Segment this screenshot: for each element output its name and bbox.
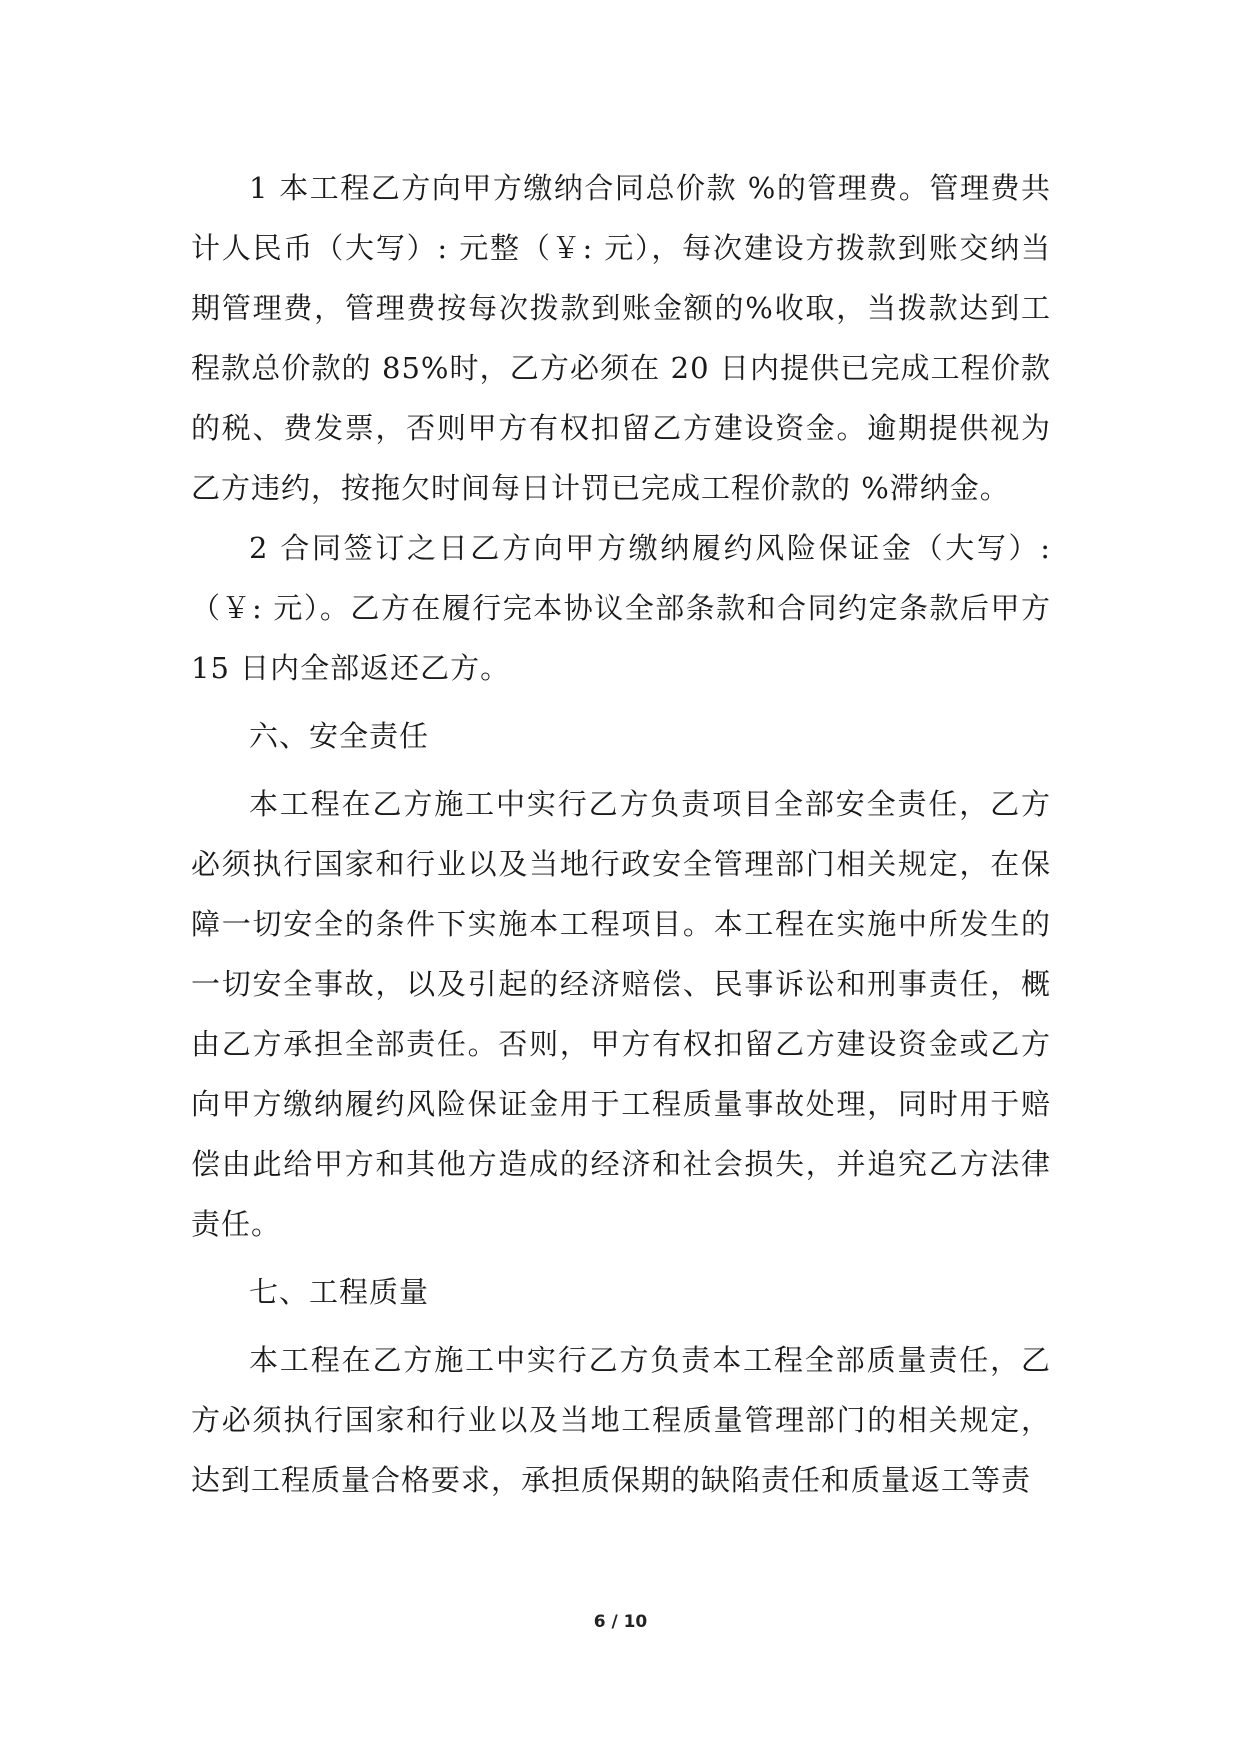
page-number: 6 / 10	[593, 1612, 648, 1632]
section-heading-safety: 六、安全责任	[249, 719, 430, 753]
paragraph-quality-responsibility: 本工程在乙方施工中实行乙方负责本工程全部质量责任，乙方必须执行国家和行业以及当地工程质量管理部门的相关规定，达到工程质量合格要求，承担质保期的缺陷责任和质量返工等责	[191, 1343, 1051, 1497]
document-body	[191, 158, 1051, 1510]
paragraph-management-fee: 1 本工程乙方向甲方缴纳合同总价款 %的管理费。管理费共计人民币（大写）: 元整（￥: 元），每次建设方拨款到账交纳当期管理费，管理费按每次拨款到账金额的%收取，当拨款达到工程款总价款的 85%时，乙方必须在 20 日内提供已完成工程价款的税、费发票，否则甲方有权扣留乙方建设资金。逾期提供视为乙方违约，按拖欠时间每日计罚已完成工程价款的 %滞纳金。	[191, 171, 1051, 505]
section-heading-quality: 七、工程质量	[249, 1275, 430, 1309]
paragraph-safety-responsibility: 本工程在乙方施工中实行乙方负责项目全部安全责任，乙方必须执行国家和行业以及当地行政安全管理部门相关规定，在保障一切安全的条件下实施本工程项目。本工程在实施中所发生的一切安全事故，以及引起的经济赔偿、民事诉讼和刑事责任，概由乙方承担全部责任。否则，甲方有权扣留乙方建设资金或乙方向甲方缴纳履约风险保证金用于工程质量事故处理，同时用于赔偿由此给甲方和其他方造成的经济和社会损失，并追究乙方法律责任。	[191, 787, 1051, 1241]
paragraph-performance-bond: 2 合同签订之日乙方向甲方缴纳履约风险保证金（大写）:（￥: 元）。乙方在履行完本协议全部条款和合同约定条款后甲方 15 日内全部返还乙方。	[191, 531, 1051, 685]
